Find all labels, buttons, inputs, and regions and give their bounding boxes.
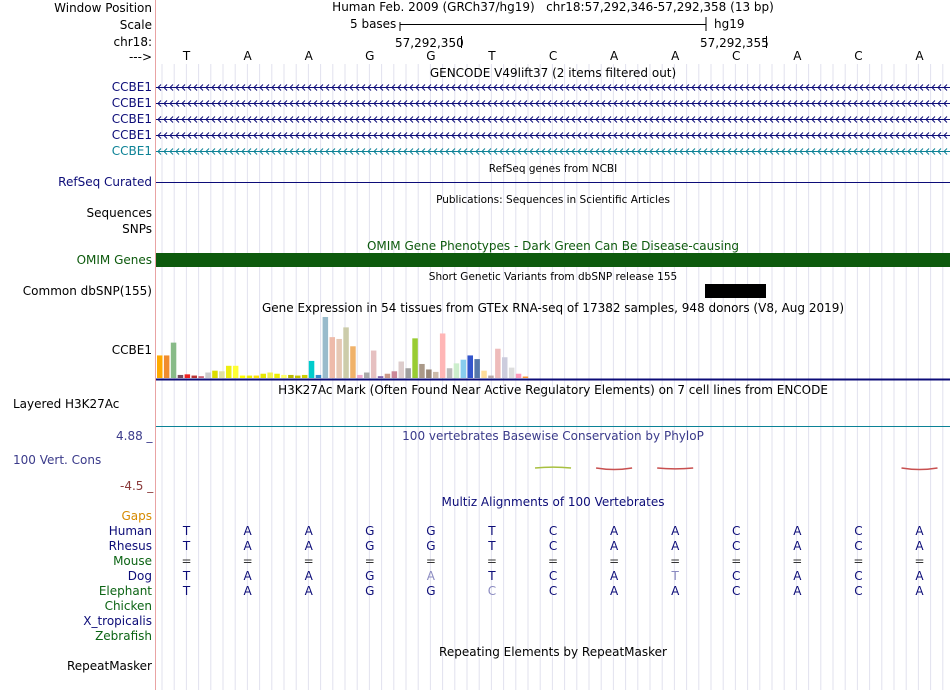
base-letter: C xyxy=(854,49,863,63)
sequences-label[interactable]: Sequences xyxy=(86,206,152,220)
gtex-tissue-bar[interactable] xyxy=(412,338,418,378)
gtex-tissue-bar[interactable] xyxy=(440,333,446,378)
alignment-base: T xyxy=(488,524,496,538)
gtex-tissue-bar[interactable] xyxy=(433,372,439,378)
gtex-tissue-bar[interactable] xyxy=(288,375,294,378)
alignment-base: A xyxy=(609,569,619,583)
alignment-base: T xyxy=(182,584,191,598)
position-text: Human Feb. 2009 (GRCh37/hg19) chr18:57,292,346-57,292,358 (13 bp) xyxy=(332,0,774,14)
gtex-tissue-bar[interactable] xyxy=(157,355,163,378)
alignment-base: A xyxy=(793,569,802,583)
alignment-base: C xyxy=(854,524,863,538)
alignment-base: A xyxy=(609,524,619,538)
cons-min-label: -4.5 _ xyxy=(120,479,154,493)
alignment-base: C xyxy=(548,539,558,553)
multiz-title[interactable]: Multiz Alignments of 100 Vertebrates xyxy=(441,495,665,509)
cons-title[interactable]: 100 vertebrates Basewise Conservation by PhyloP xyxy=(402,429,704,443)
gtex-tissue-bar[interactable] xyxy=(185,374,191,378)
gtex-tissue-bar[interactable] xyxy=(461,360,467,378)
gtex-tissue-bar[interactable] xyxy=(302,375,308,378)
dbsnp-label[interactable]: Common dbSNP(155) xyxy=(22,284,152,298)
gtex-tissue-bar[interactable] xyxy=(171,343,177,378)
gencode-transcript-label[interactable]: CCBE1 xyxy=(111,80,152,94)
species-label[interactable]: Mouse xyxy=(113,554,152,568)
publications-title[interactable]: Publications: Sequences in Scientific Articles xyxy=(436,194,670,206)
gtex-tissue-bar[interactable] xyxy=(316,375,322,378)
base-letter: G xyxy=(365,49,375,63)
alignment-base: = xyxy=(364,554,375,568)
h3k27ac-title[interactable]: H3K27Ac Mark (Often Found Near Active Regulatory Elements) on 7 cell lines from ENCODE xyxy=(278,383,828,397)
gtex-tissue-bar[interactable] xyxy=(488,376,494,378)
alignment-base: G xyxy=(426,524,436,538)
gencode-transcript-label[interactable]: CCBE1 xyxy=(111,96,152,110)
gtex-tissue-bar[interactable] xyxy=(385,374,391,378)
gtex-tissue-bar[interactable] xyxy=(523,377,529,379)
gtex-tissue-bar[interactable] xyxy=(323,317,329,378)
gencode-transcript-lines xyxy=(156,85,950,155)
alignment-base: A xyxy=(609,539,619,553)
alignment-base: A xyxy=(243,569,252,583)
gtex-tissue-bar[interactable] xyxy=(426,369,432,378)
alignment-base: A xyxy=(915,569,924,583)
phylop-score-mark xyxy=(596,468,632,470)
gtex-tissue-bar[interactable] xyxy=(350,346,356,378)
alignment-base: G xyxy=(426,539,436,553)
repeatmasker-title[interactable]: Repeating Elements by RepeatMasker xyxy=(439,645,667,659)
gtex-tissue-bar[interactable] xyxy=(212,371,218,378)
alignment-base: A xyxy=(304,584,313,598)
repeatmasker-label[interactable]: RepeatMasker xyxy=(66,659,152,673)
base-letter: A xyxy=(243,49,252,63)
gtex-tissue-bar[interactable] xyxy=(495,349,501,378)
base-letter: C xyxy=(548,49,558,63)
alignment-base: A xyxy=(915,584,924,598)
alignment-base: = xyxy=(425,554,436,568)
alignment-base: G xyxy=(426,584,436,598)
alignment-base: = xyxy=(181,554,192,568)
gencode-transcript-label[interactable]: CCBE1 xyxy=(111,144,152,158)
gtex-tissue-bar[interactable] xyxy=(343,327,349,378)
base-letter: A xyxy=(609,49,619,63)
alignment-base: C xyxy=(854,569,863,583)
gencode-transcript-label[interactable]: CCBE1 xyxy=(111,112,152,126)
alignment-base: C xyxy=(487,584,497,598)
alignment-base: G xyxy=(365,539,375,553)
conservation-marks xyxy=(535,467,937,469)
alignment-base: = xyxy=(486,554,497,568)
alignment-base: = xyxy=(853,554,864,568)
alignment-base: C xyxy=(732,584,741,598)
gtex-tissue-bar[interactable] xyxy=(164,355,170,378)
alignment-base: A xyxy=(304,524,313,538)
h3k27ac-label[interactable]: Layered H3K27Ac xyxy=(13,397,120,411)
gtex-tissue-bar[interactable] xyxy=(198,376,204,378)
alignment-base: A xyxy=(426,569,435,583)
base-letter: C xyxy=(732,49,741,63)
gencode-title[interactable]: GENCODE V49lift37 (2 items filtered out) xyxy=(429,66,677,80)
gtex-title[interactable]: Gene Expression in 54 tissues from GTEx RNA-seq of 17382 samples, 948 donors (V8, Aug 2019) xyxy=(261,301,845,315)
refseq-title[interactable]: RefSeq genes from NCBI xyxy=(488,163,618,175)
gaps-label[interactable]: Gaps xyxy=(121,509,152,523)
base-letter: T xyxy=(182,49,191,63)
phylop-score-mark xyxy=(535,467,571,468)
alignment-base: A xyxy=(243,584,252,598)
alignment-base: = xyxy=(547,554,559,568)
gtex-tissue-bar[interactable] xyxy=(371,351,377,378)
assembly-name: hg19 xyxy=(714,17,745,31)
alignment-base: C xyxy=(732,524,741,538)
alignment-base: T xyxy=(182,569,191,583)
gencode-transcript-label[interactable]: CCBE1 xyxy=(111,128,152,142)
gtex-tissue-bar[interactable] xyxy=(267,373,273,378)
coord-right: 57,292,355 xyxy=(700,36,769,50)
alignment-base: A xyxy=(793,539,802,553)
dbsnp-variant xyxy=(705,284,766,298)
phylop-score-mark xyxy=(657,468,693,469)
alignment-base: A xyxy=(609,584,619,598)
window-position-label: Window Position xyxy=(54,1,152,15)
gtex-tissue-bar[interactable] xyxy=(481,371,487,378)
alignment-base: A xyxy=(915,524,924,538)
alignment-base: C xyxy=(732,539,741,553)
gtex-tissue-bar[interactable] xyxy=(205,373,211,378)
gtex-tissue-bar[interactable] xyxy=(392,371,398,378)
alignment-base: T xyxy=(488,569,496,583)
refseq-label[interactable]: RefSeq Curated xyxy=(58,175,152,189)
gtex-tissue-bar[interactable] xyxy=(295,376,301,378)
alignment-base: C xyxy=(854,584,863,598)
alignment-base: = xyxy=(303,554,314,568)
snps-label[interactable]: SNPs xyxy=(122,222,152,236)
strand-label: ---> xyxy=(128,50,152,64)
alignment-base: A xyxy=(915,539,924,553)
chrom-label: chr18: xyxy=(113,35,152,49)
gtex-tissue-bar[interactable] xyxy=(178,375,184,378)
omim-label[interactable]: OMIM Genes xyxy=(76,253,152,267)
alignment-base: A xyxy=(243,524,252,538)
gtex-tissue-bar[interactable] xyxy=(219,371,225,378)
gtex-tissue-bar[interactable] xyxy=(399,362,405,378)
alignment-base: A xyxy=(304,569,313,583)
phylop-score-mark xyxy=(902,468,938,470)
alignment-base: C xyxy=(548,569,558,583)
base-letter: G xyxy=(426,49,436,63)
alignment-base: T xyxy=(488,539,496,553)
alignment-base: = xyxy=(670,554,681,568)
base-letter: A xyxy=(671,49,680,63)
gtex-tissue-bar[interactable] xyxy=(502,357,508,378)
gtex-label[interactable]: CCBE1 xyxy=(111,343,152,357)
alignment-base: A xyxy=(671,539,680,553)
gtex-tissue-bar[interactable] xyxy=(240,376,246,378)
alignment-base: G xyxy=(365,569,375,583)
species-label[interactable]: X_tropicalis xyxy=(83,614,152,628)
alignment-base: = xyxy=(914,554,925,568)
gtex-tissue-bar[interactable] xyxy=(468,355,474,378)
base-letter: T xyxy=(488,49,496,63)
gtex-tissue-bar[interactable] xyxy=(419,364,425,378)
gtex-tissue-bar[interactable] xyxy=(474,359,480,378)
alignment-base: C xyxy=(548,584,558,598)
gtex-tissue-bar[interactable] xyxy=(281,375,287,378)
base-letter: A xyxy=(915,49,924,63)
cons-max-label: 4.88 _ xyxy=(116,429,153,443)
scale-text: 5 bases xyxy=(350,17,397,31)
alignment-base: T xyxy=(182,524,191,538)
species-label[interactable]: Elephant xyxy=(98,584,152,598)
species-label[interactable]: Chicken xyxy=(104,599,152,613)
alignment-base: A xyxy=(243,539,252,553)
gtex-tissue-bar[interactable] xyxy=(226,366,232,378)
gtex-tissue-bar[interactable] xyxy=(516,374,522,378)
alignment-base: = xyxy=(731,554,742,568)
gtex-tissue-bar[interactable] xyxy=(405,368,411,378)
alignment-base: C xyxy=(548,524,558,538)
alignment-base: G xyxy=(365,524,375,538)
gtex-tissue-bar[interactable] xyxy=(378,376,384,378)
alignment-base: G xyxy=(365,584,375,598)
alignment-base: C xyxy=(732,569,741,583)
coord-left: 57,292,350 xyxy=(395,36,464,50)
gtex-tissue-bar[interactable] xyxy=(247,376,253,378)
alignment-base: A xyxy=(304,539,313,553)
alignment-base: A xyxy=(671,524,680,538)
cons-label[interactable]: 100 Vert. Cons xyxy=(13,453,102,467)
base-letter: A xyxy=(304,49,313,63)
gtex-tissue-bar[interactable] xyxy=(447,368,453,378)
gtex-tissue-bar[interactable] xyxy=(274,374,280,378)
species-label[interactable]: Zebrafish xyxy=(95,629,152,643)
gtex-tissue-bar[interactable] xyxy=(336,339,342,378)
gtex-tissue-bar[interactable] xyxy=(309,361,315,378)
alignment-base: = xyxy=(242,554,253,568)
species-label[interactable]: Human xyxy=(108,524,152,538)
gtex-tissue-bar[interactable] xyxy=(509,368,515,378)
gtex-tissue-bar[interactable] xyxy=(330,337,336,378)
alignment-base: T xyxy=(182,539,191,553)
alignment-base: = xyxy=(609,554,620,568)
gtex-tissue-bar[interactable] xyxy=(357,375,363,378)
base-letter: A xyxy=(793,49,802,63)
gtex-expression-bars xyxy=(157,317,528,378)
alignment-base: C xyxy=(854,539,863,553)
alignment-base: T xyxy=(671,569,679,583)
species-label[interactable]: Dog xyxy=(127,569,152,583)
dbsnp-title[interactable]: Short Genetic Variants from dbSNP release 155 xyxy=(428,271,678,283)
scale-label: Scale xyxy=(119,18,152,32)
gtex-tissue-bar[interactable] xyxy=(192,376,198,378)
gtex-tissue-bar[interactable] xyxy=(261,374,267,378)
gtex-tissue-bar[interactable] xyxy=(364,373,370,378)
species-label[interactable]: Rhesus xyxy=(108,539,152,553)
alignment-base: A xyxy=(793,524,802,538)
gtex-tissue-bar[interactable] xyxy=(233,366,239,378)
alignment-base: A xyxy=(793,584,802,598)
gtex-tissue-bar[interactable] xyxy=(254,376,260,378)
alignment-base: A xyxy=(671,584,680,598)
gtex-tissue-bar[interactable] xyxy=(454,363,460,378)
alignment-base: = xyxy=(792,554,803,568)
omim-gene-bar xyxy=(156,253,950,267)
omim-title[interactable]: OMIM Gene Phenotypes - Dark Green Can Be Disease-causing xyxy=(366,239,740,253)
